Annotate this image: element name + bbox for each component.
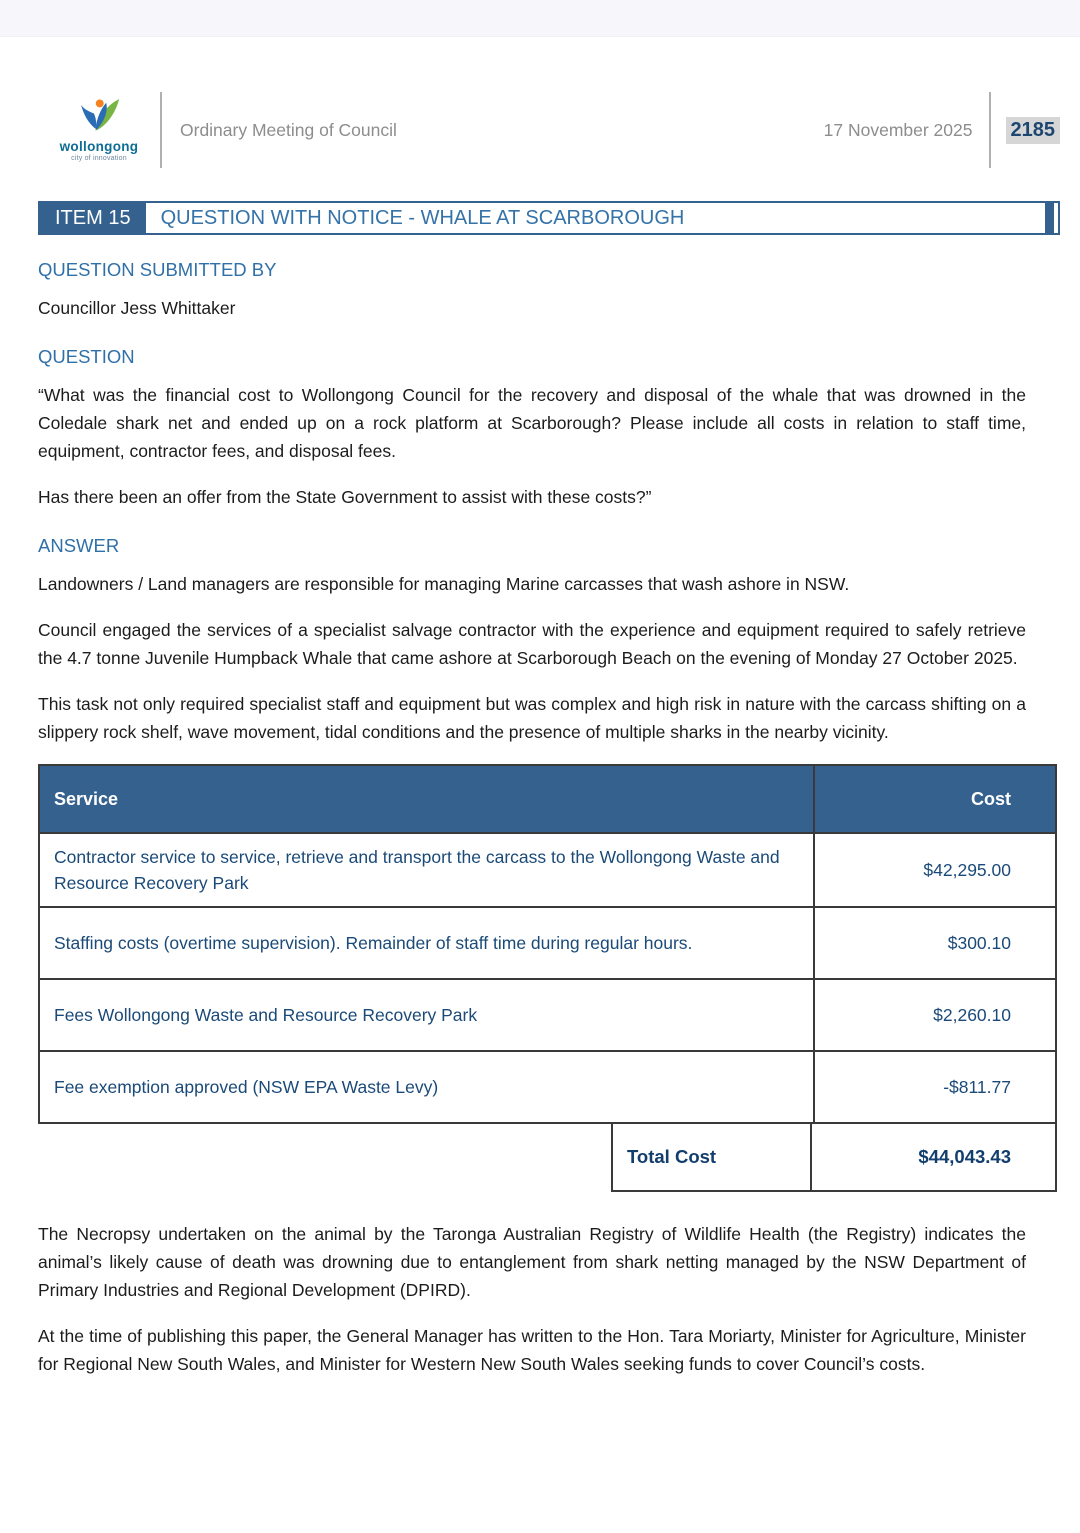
question-heading: QUESTION: [38, 346, 135, 367]
cost-cell: $2,260.10: [814, 979, 1056, 1051]
closing-paragraph: At the time of publishing this paper, the General Manager has written to the Hon. Tara Moriarty, Minister for Agriculture, Minister for Regional New South Wales, and Minister for Western New South Wales seeking funds to cover Council’s costs.: [38, 1326, 1026, 1374]
answer-paragraph: Landowners / Land managers are responsible for managing Marine carcasses that wash ashore in NSW.: [38, 574, 850, 594]
item-header-bar: [38, 201, 1060, 235]
document-body: [38, 259, 1057, 1378]
cost-cell: $42,295.00: [814, 833, 1056, 907]
submitted-by-name: Councillor Jess Whittaker: [38, 298, 236, 318]
table-row: [39, 1051, 1056, 1123]
page-number: 2185: [1006, 117, 1061, 144]
meeting-title: Ordinary Meeting of Council: [180, 119, 397, 140]
header-divider-right: [989, 92, 991, 168]
cost-cell: -$811.77: [814, 1051, 1056, 1123]
meeting-date: 17 November 2025: [823, 119, 973, 140]
viewer-top-strip: [0, 0, 1080, 37]
cost-table-header-row: [39, 765, 1056, 833]
total-cost-value: $44,043.43: [918, 1146, 1011, 1167]
closing-paragraph: The Necropsy undertaken on the animal by the Taronga Australian Registry of Wildlife Health (the Registry) indicates the animal’s likely cause of death was drowning due to entanglement from shark netting managed by the NSW Department of Primary Industries and Regional Development (DPIRD).: [38, 1224, 1026, 1300]
service-cell: Fee exemption approved (NSW EPA Waste Levy): [39, 1051, 814, 1123]
table-row: [39, 833, 1056, 907]
answer-heading: ANSWER: [38, 535, 120, 556]
table-row: [39, 907, 1056, 979]
service-cell: Fees Wollongong Waste and Resource Recovery Park: [39, 979, 814, 1051]
item-title: QUESTION WITH NOTICE - WHALE AT SCARBOROUGH: [160, 206, 685, 229]
question-paragraph: Has there been an offer from the State Government to assist with these costs?”: [38, 487, 652, 507]
cost-cell: $300.10: [814, 907, 1056, 979]
wollongong-logo-icon: [63, 99, 135, 141]
total-cost-row: [611, 1124, 1057, 1192]
service-cell: Staffing costs (overtime supervision). Remainder of staff time during regular hours.: [39, 907, 814, 979]
logo-wordmark: wollongong: [59, 138, 139, 154]
table-row: [39, 979, 1056, 1051]
total-cost-label: Total Cost: [613, 1124, 812, 1190]
answer-paragraph: Council engaged the services of a specialist salvage contractor with the experience and equipment required to safely retrieve the 4.7 tonne Juvenile Humpback Whale that came ashore at Scarborough Beach on the evening of Monday 27 October 2025.: [38, 620, 1026, 668]
cost-table: [38, 764, 1057, 1124]
cost-column-header: Cost: [814, 765, 1056, 833]
item-bar-endcap: [1045, 203, 1054, 233]
item-number-badge: ITEM 15: [40, 203, 146, 233]
page-header: [38, 92, 1060, 168]
question-paragraph: “What was the financial cost to Wollongong Council for the recovery and disposal of the whale that was drowned in the Coledale shark net and ended up on a rock platform at Scarborough? Please include all costs in relation to staff time, equipment, contractor fees, and disposal fees.: [38, 385, 1026, 461]
service-column-header: Service: [39, 765, 814, 833]
service-cell: Contractor service to service, retrieve and transport the carcass to the Wollongong Waste and Resource Recovery Park: [39, 833, 814, 907]
answer-paragraph: This task not only required specialist staff and equipment but was complex and high risk in nature with the carcass shifting on a slippery rock shelf, wave movement, tidal conditions and the presence of multiple sharks in the nearby vicinity.: [38, 694, 1026, 742]
submitted-by-heading: QUESTION SUBMITTED BY: [38, 259, 277, 280]
logo-tagline: city of innovation: [71, 154, 127, 162]
council-logo: [38, 92, 160, 168]
